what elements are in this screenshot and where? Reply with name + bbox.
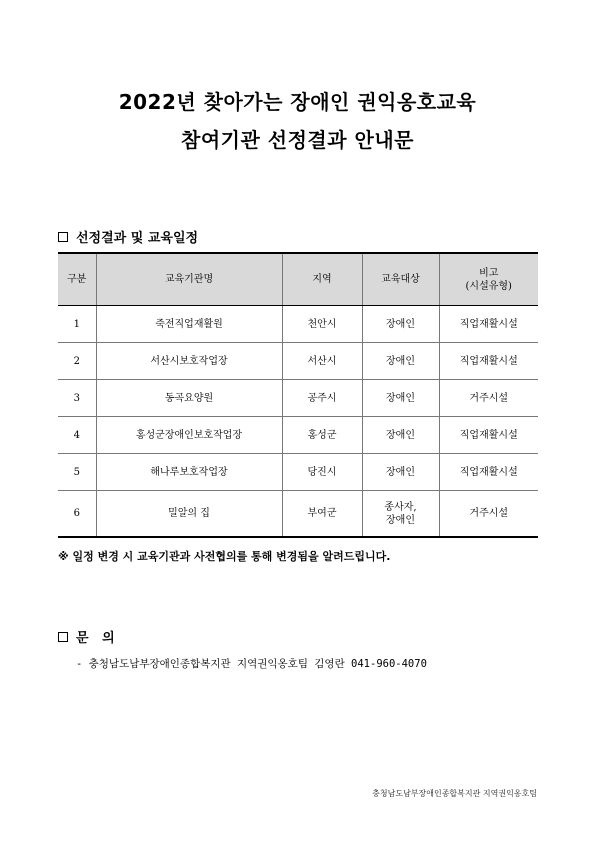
table-row — [58, 491, 538, 538]
section-heading-results — [58, 227, 198, 246]
cell-org: 홍성군장애인보호작업장 — [96, 417, 282, 454]
cell-remark: 거주시설 — [439, 491, 538, 538]
cell-org: 밀알의 집 — [96, 491, 282, 538]
cell-region: 당진시 — [282, 454, 362, 491]
cell-target: 장애인 — [362, 380, 439, 417]
contact-line: - 충청남도남부장애인종합복지관 지역권익옹호팀 김영란 041-960-4070 — [76, 658, 427, 670]
table-row — [58, 343, 538, 380]
checkbox-icon — [58, 632, 68, 642]
section-heading-contact — [58, 627, 115, 646]
cell-no: 5 — [58, 454, 96, 491]
col-header-remark — [439, 253, 538, 306]
schedule-table — [58, 252, 538, 538]
document-title-line2: 참여기관 선정결과 안내문 — [181, 128, 414, 152]
section-heading-contact-text: 문 의 — [76, 631, 115, 646]
cell-region: 공주시 — [282, 380, 362, 417]
cell-target: 장애인 — [362, 454, 439, 491]
cell-region: 부여군 — [282, 491, 362, 538]
schedule-change-note: ※ 일정 변경 시 교육기관과 사전협의를 통해 변경됨을 알려드립니다. — [58, 550, 391, 563]
cell-remark: 직업재활시설 — [439, 306, 538, 343]
col-header-remark-sub: (시설유형) — [465, 280, 512, 292]
document-title-line1: 2022년 찾아가는 장애인 권익옹호교육 — [118, 90, 477, 114]
cell-no: 6 — [58, 491, 96, 538]
cell-remark: 직업재활시설 — [439, 454, 538, 491]
cell-target: 장애인 — [362, 343, 439, 380]
cell-org: 해나루보호작업장 — [96, 454, 282, 491]
cell-remark: 직업재활시설 — [439, 343, 538, 380]
table-row — [58, 454, 538, 491]
section-heading-results-text: 선정결과 및 교육일정 — [76, 231, 199, 246]
cell-no: 1 — [58, 306, 96, 343]
cell-org: 서산시보호작업장 — [96, 343, 282, 380]
cell-org: 동곡요양원 — [96, 380, 282, 417]
col-header-region: 지역 — [282, 253, 362, 306]
cell-target-line2: 장애인 — [386, 514, 415, 526]
cell-target: 장애인 — [362, 306, 439, 343]
col-header-target: 교육대상 — [362, 253, 439, 306]
table-row — [58, 417, 538, 454]
table-header-row — [58, 253, 538, 306]
cell-region: 천안시 — [282, 306, 362, 343]
table-row — [58, 380, 538, 417]
cell-target-line1: 종사자, — [384, 501, 417, 513]
col-header-org: 교육기관명 — [96, 253, 282, 306]
cell-remark: 거주시설 — [439, 380, 538, 417]
checkbox-icon — [58, 232, 68, 242]
col-header-remark-main: 비고 — [479, 267, 499, 279]
cell-region: 서산시 — [282, 343, 362, 380]
cell-target: 장애인 — [362, 417, 439, 454]
cell-no: 4 — [58, 417, 96, 454]
col-header-no: 구분 — [58, 253, 96, 306]
footer-organization: 충청남도남부장애인종합복지관 지역권익옹호팀 — [372, 789, 537, 798]
cell-region: 홍성군 — [282, 417, 362, 454]
cell-remark: 직업재활시설 — [439, 417, 538, 454]
cell-no: 2 — [58, 343, 96, 380]
cell-target — [362, 491, 439, 538]
cell-no: 3 — [58, 380, 96, 417]
table-row — [58, 306, 538, 343]
cell-org: 죽전직업재활원 — [96, 306, 282, 343]
